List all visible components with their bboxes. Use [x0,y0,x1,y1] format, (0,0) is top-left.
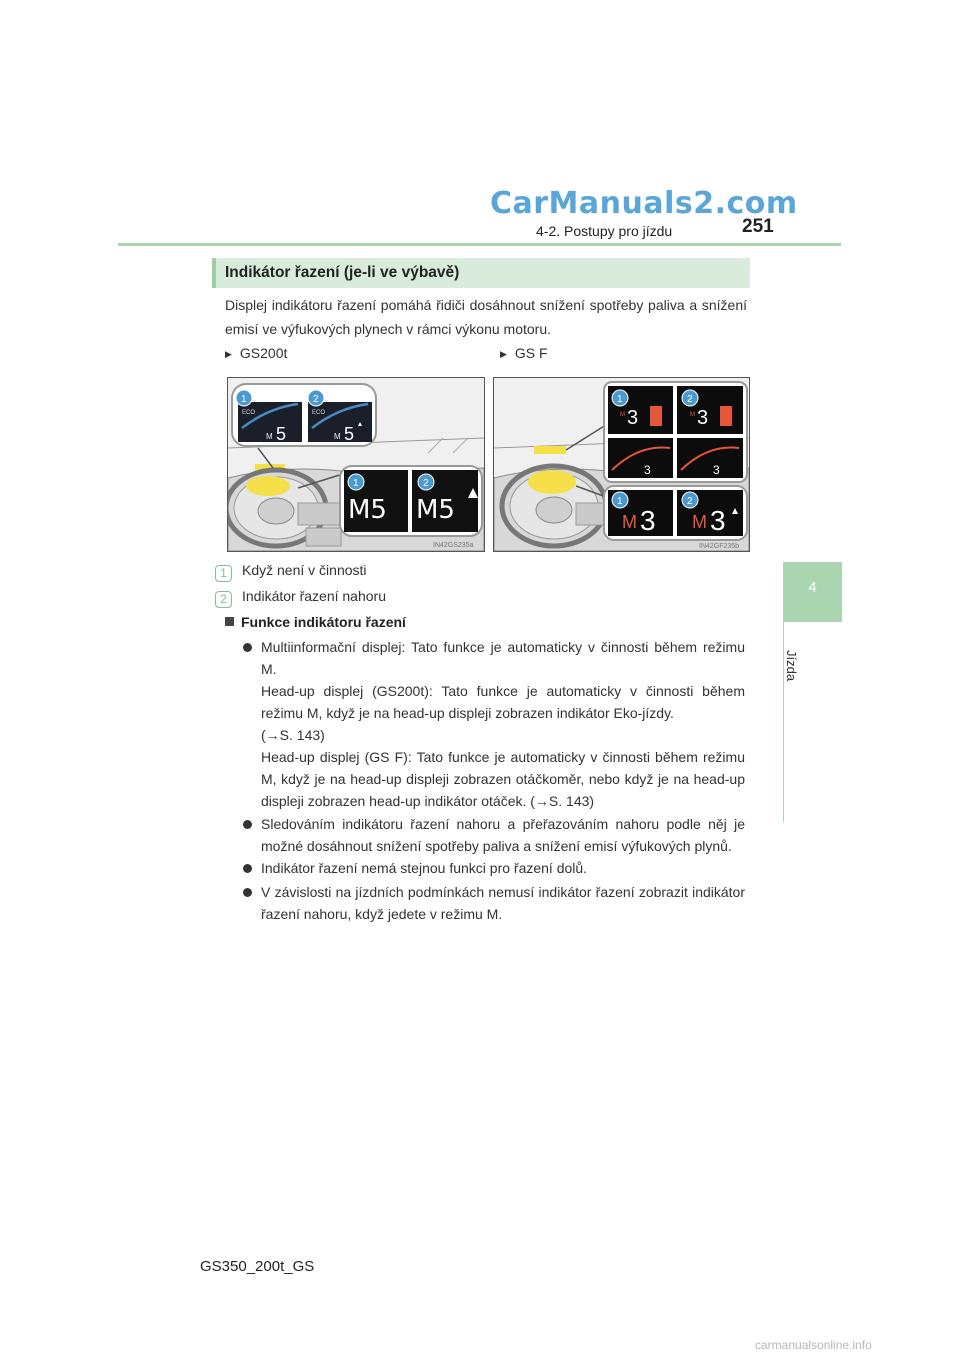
callout-2: 2 [687,394,693,405]
model-label-gsf: ▶ GS F [500,345,548,361]
callout-2: 2 [313,394,319,405]
tacho-gear-2: 3 [713,463,720,477]
callout-1: 1 [241,394,247,405]
gear-m-label-1: M [266,432,273,441]
hud-m-2: M [690,412,695,418]
model-label-gs200t: ▶ GS200t [225,345,288,361]
figure-code: IN42GS235a [433,542,474,549]
header-rule [118,243,841,246]
footer-watermark: carmanualsonline.info [755,1338,872,1352]
bullet-item [243,813,745,857]
triangle-right-icon: ▶ [500,349,507,359]
bullet-dot-icon [243,864,252,873]
bullet-paragraph: Multiinformační displej: Tato funkce je automaticky v činnosti během režimu M. [261,639,745,677]
legend-text: Když není v činnosti [242,562,367,578]
bullet-dot-icon [243,643,252,652]
figure-gs200t-illustration [228,378,484,551]
bullet-paragraph: V závislosti na jízdních podmínkách nemusí indikátor řazení zobrazit indikátor řazení nahoru, když jedete v režimu M. [261,884,745,922]
bullet-paragraph: Head-up displej (GS F): Tato funkce je automaticky v činnosti během režimu M, když je na head-up displeji zobrazen otáčkoměr, nebo když je na head-up displeji zobrazen head-up indikátor otáček. (→S. 143) [261,749,745,809]
legend-number: 2 [215,591,232,608]
bullet-dot-icon [243,820,252,829]
section-title: Indikátor řazení (je-li ve výbavě) [212,258,750,288]
bullet-item [243,881,745,925]
mid-gear-2: 3 [710,505,726,536]
hud-m-1: M [620,412,625,418]
bullet-paragraph: Indikátor řazení nemá stejnou funkci pro řazení dolů. [261,860,588,876]
figure-code: IN42GF235b [699,543,740,550]
callout-1: 1 [617,394,623,405]
footer-model-code: GS350_200t_GS [200,1258,315,1275]
callout-1: 1 [617,496,623,507]
mid-gear-1: 3 [640,505,656,536]
figure-gs200t [227,377,485,552]
legend-item [215,588,386,608]
header-section-title: 4-2. Postupy pro jízdu [536,223,673,239]
intro-paragraph: Displej indikátoru řazení pomáhá řidiči dosáhnout snížení spotřeby paliva a snížení emisí ve výfukových plynech v rámci výkonu motoru. [225,297,747,337]
chapter-tab[interactable] [783,562,842,622]
gear-5-label-1: 5 [276,424,287,444]
mid-gear-2: M5 [416,495,455,525]
chapter-number: 4 [808,579,817,596]
gear-m-label-2: M [334,432,341,441]
figure-gsf [493,377,750,552]
eco-label-1: ECO [242,410,256,416]
tacho-gear-1: 3 [644,463,651,477]
mid-gear-1: M5 [348,495,387,525]
chapter-label: Jízda [784,650,799,682]
callout-2: 2 [423,478,429,489]
watermark-logo: CarManuals2.com [490,186,798,221]
sub-heading: Funkce indikátoru řazení [225,614,406,630]
bullet-dot-icon [243,888,252,897]
bullet-paragraph: Sledováním indikátoru řazení nahoru a přeřazováním nahoru podle něj je možné dosáhnout snížení spotřeby paliva a snížení emisí výfukových plynů. [261,816,745,854]
figure-gsf-illustration [494,378,749,551]
legend-number: 1 [215,565,232,582]
bullet-paragraph: (→S. 143) [261,727,325,743]
eco-label-2: ECO [312,410,326,416]
triangle-right-icon: ▶ [225,349,232,359]
legend-item [215,562,367,582]
mid-m-1: M [622,512,637,532]
page-number: 251 [742,216,774,237]
callout-2: 2 [687,496,693,507]
bullet-item [243,636,745,812]
callout-1: 1 [353,478,359,489]
bullet-item [243,857,745,879]
hud-gear-2: 3 [697,407,709,429]
mid-m-2: M [692,512,707,532]
legend-text: Indikátor řazení nahoru [242,588,386,604]
square-bullet-icon [225,617,234,626]
hud-gear-1: 3 [627,407,639,429]
gear-5-label-2: 5 [344,424,355,444]
bullet-paragraph: Head-up displej (GS200t): Tato funkce je automaticky v činnosti během režimu M, když je na head-up displeji zobrazen indikátor Eko-jízdy. [261,683,745,721]
